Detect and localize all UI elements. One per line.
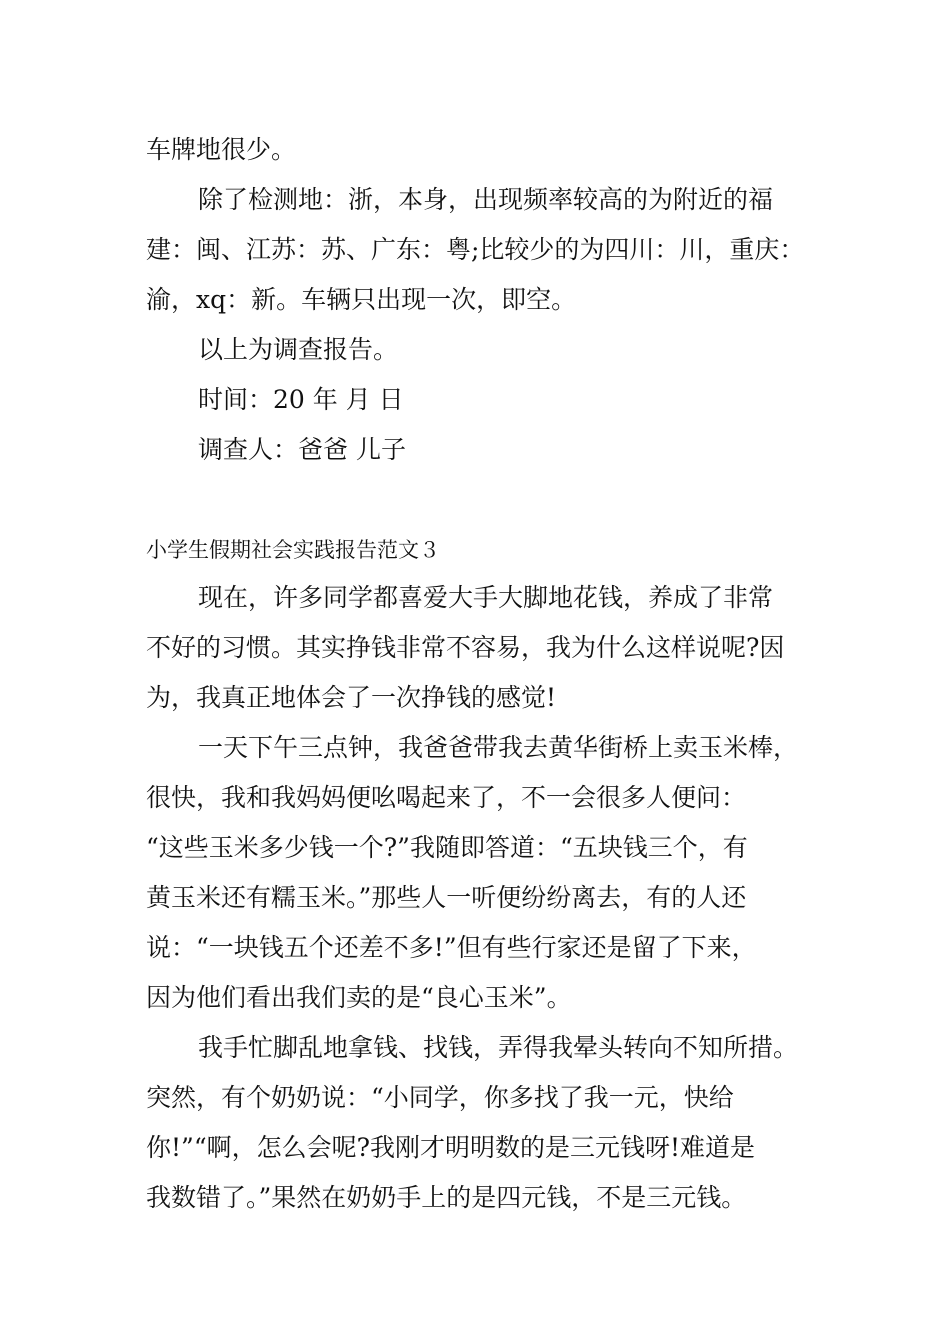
- paragraph-line: 除了检测地：浙，本身，出现频率较高的为附近的福: [198, 185, 774, 214]
- paragraph-line: 说：“一块钱五个还差不多!”但有些行家还是留了下来，: [146, 933, 757, 962]
- paragraph-line: 一天下午三点钟，我爸爸带我去黄华街桥上卖玉米棒，: [198, 733, 799, 762]
- paragraph-line: “这些玉米多少钱一个?”我随即答道：“五块钱三个，有: [146, 833, 748, 862]
- paragraph-line: 不好的习惯。其实挣钱非常不容易，我为什么这样说呢?因: [146, 633, 785, 662]
- paragraph-line: 车牌地很少。: [146, 135, 297, 164]
- paragraph-line: 我数错了。”果然在奶奶手上的是四元钱，不是三元钱。: [146, 1183, 747, 1212]
- paragraph-line: 很快，我和我妈妈便吆喝起来了，不一会很多人便问：: [146, 783, 747, 812]
- paragraph-line: 我手忙脚乱地拿钱、找钱，弄得我晕头转向不知所措。: [198, 1033, 799, 1062]
- date-line: 时间：20 年 月 日: [198, 385, 404, 414]
- paragraph-line: 因为他们看出我们卖的是“良心玉米”。: [146, 983, 572, 1012]
- paragraph-line: 以上为调查报告。: [198, 335, 399, 364]
- investigator-line: 调查人：爸爸 儿子: [198, 435, 406, 464]
- paragraph-line: 现在，许多同学都喜爱大手大脚地花钱，养成了非常: [198, 583, 774, 612]
- paragraph-line: 为，我真正地体会了一次挣钱的感觉!: [146, 683, 557, 712]
- section-title: 小学生假期社会实践报告范文３: [146, 538, 440, 562]
- paragraph-line: 你!”“啊，怎么会呢?我刚才明明数的是三元钱呀!难道是: [146, 1133, 756, 1162]
- paragraph-line: 渝，xq：新。车辆只出现一次，即空。: [146, 285, 577, 314]
- paragraph-line: 黄玉米还有糯玉米。”那些人一听便纷纷离去，有的人还: [146, 883, 747, 912]
- paragraph-line: 建：闽、江苏：苏、广东：粤;比较少的为四川：川，重庆：: [146, 235, 805, 264]
- paragraph-line: 突然，有个奶奶说：“小同学，你多找了我一元，快给: [146, 1083, 734, 1112]
